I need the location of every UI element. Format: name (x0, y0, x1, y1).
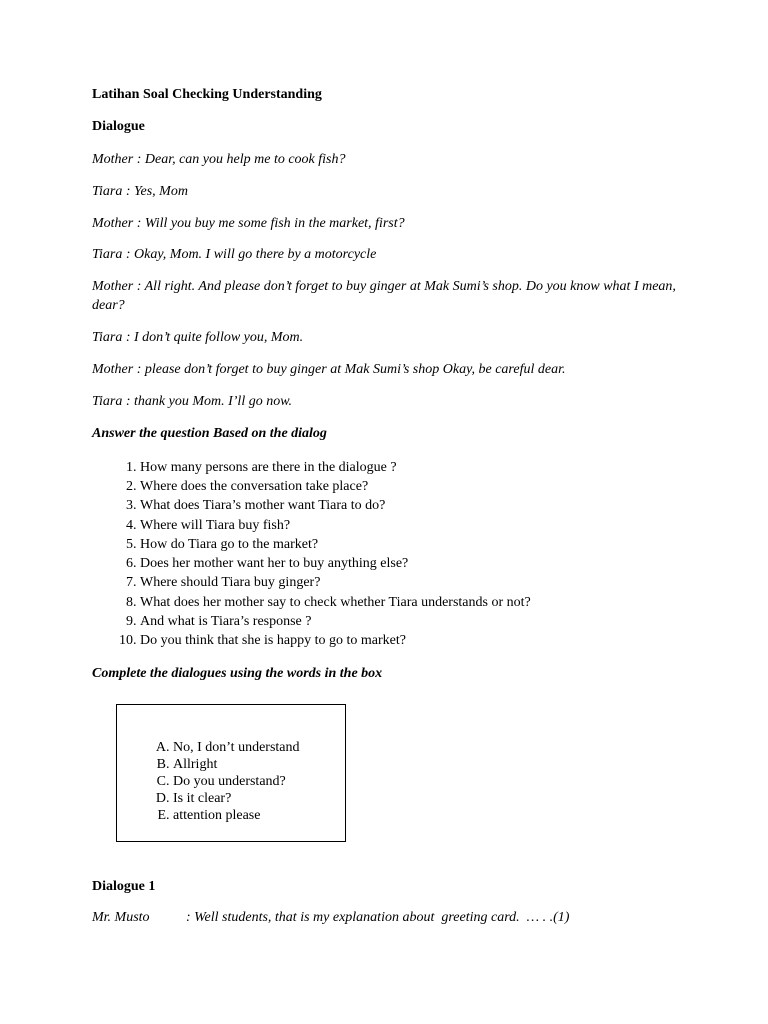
dialogue1-line (92, 909, 569, 928)
questions-instruction: Answer the question Based on the dialog (92, 425, 327, 441)
dialogue-line: Tiara : I don’t quite follow you, Mom. (92, 330, 304, 346)
word-option: D. Is it clear? (173, 790, 345, 807)
question-item: 7. Where should Tiara buy ginger? (140, 573, 692, 592)
dialogue-line: Mother : Dear, can you help me to cook fish? (92, 151, 346, 167)
question-item: 4. Where will Tiara buy fish? (140, 516, 692, 535)
question-item: 5. How do Tiara go to the market? (140, 535, 692, 554)
dialogue-line: Tiara : Yes, Mom (92, 183, 188, 199)
word-option: C. Do you understand? (173, 773, 345, 790)
dialogue-line: Mother : Will you buy me some fish in the market, first? (92, 215, 405, 231)
question-item: 6. Does her mother want her to buy anything else? (140, 554, 692, 573)
word-box-options (117, 739, 345, 824)
word-option: A. No, I don’t understand (173, 739, 345, 756)
question-item: 10. Do you think that she is happy to go to market? (140, 631, 692, 650)
dialogue-line: Tiara : Okay, Mom. I will go there by a motorcycle (92, 247, 377, 263)
dialogue1-text: : Well students, that is my explanation about greeting card. … . .(1) (186, 910, 570, 925)
dialogue-line: Mother : please don’t forget to buy ginger at Mak Sumi’s shop Okay, be careful dear. (92, 362, 566, 378)
dialogue-line: Mother : All right. And please don’t forget to buy ginger at Mak Sumi’s shop. Do you know what I mean, dear? (92, 279, 676, 314)
document-page (92, 86, 692, 925)
question-item: 8. What does her mother say to check whether Tiara understands or not? (140, 593, 692, 612)
word-option: E. attention please (173, 807, 345, 824)
word-box (116, 704, 346, 842)
question-item: 3. What does Tiara’s mother want Tiara to do? (140, 496, 692, 515)
dialogue1-heading: Dialogue 1 (92, 879, 156, 894)
document-title: Latihan Soal Checking Understanding (92, 87, 322, 102)
dialogue-heading: Dialogue (92, 118, 145, 134)
question-item: 9. And what is Tiara’s response ? (140, 612, 692, 631)
dialogue-line: Tiara : thank you Mom. I’ll go now. (92, 393, 293, 409)
question-item: 2. Where does the conversation take place? (140, 477, 692, 496)
complete-instruction: Complete the dialogues using the words in the box (92, 665, 383, 681)
dialogue1-speaker: Mr. Musto (92, 910, 150, 925)
questions-list (92, 458, 692, 651)
dialogue-text (92, 151, 692, 412)
question-item: 1. How many persons are there in the dialogue ? (140, 458, 692, 477)
word-option: B. Allright (173, 756, 345, 773)
